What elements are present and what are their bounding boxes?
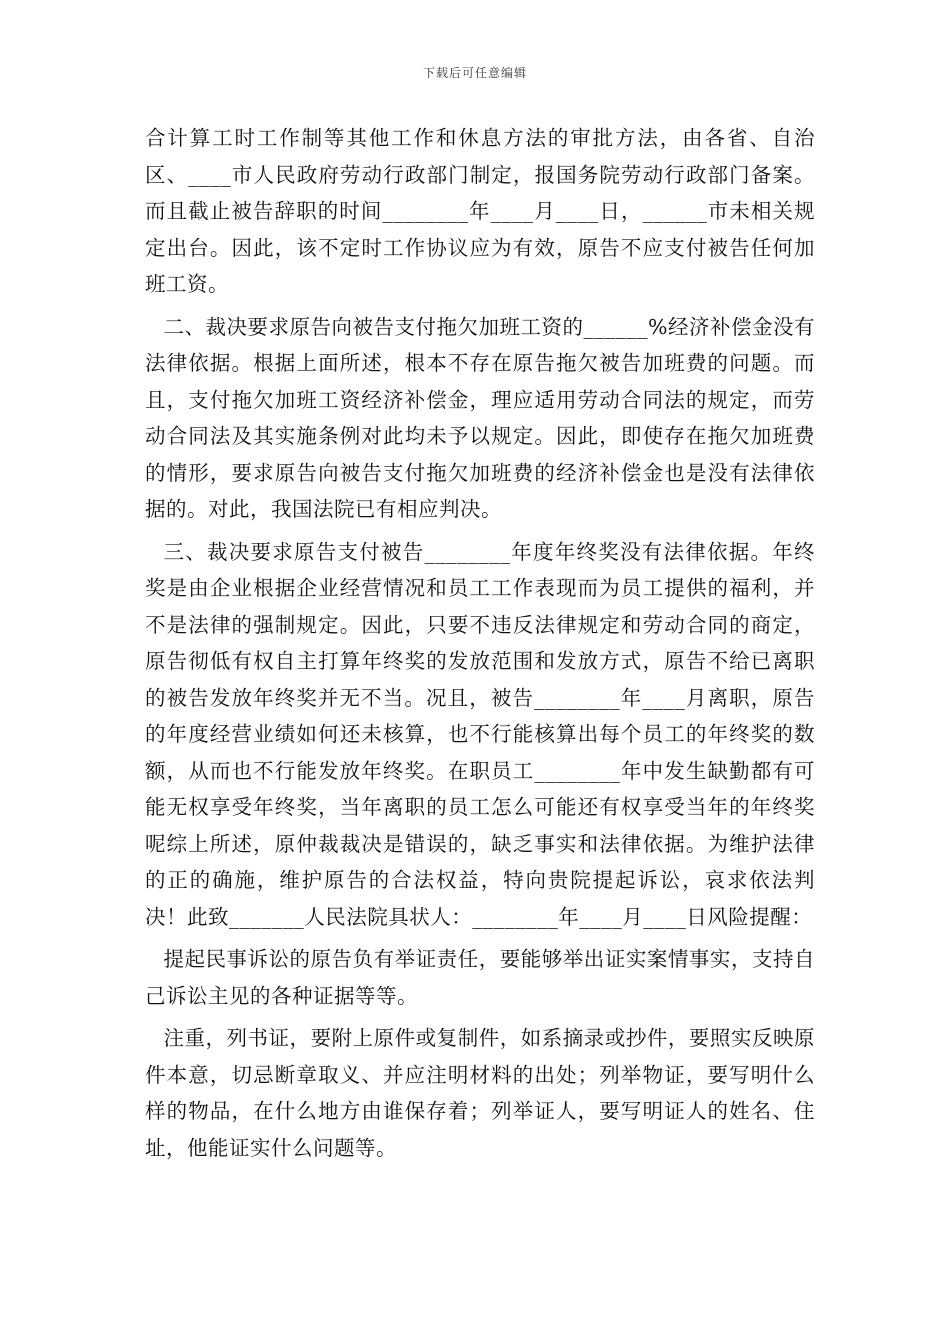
paragraph-5: 注重，列书证，要附上原件或复制件，如系摘录或抄件，要照实反映原件本意，切忌断章取义、并应注明材料的出处；列举物证，要写明什么样的物品，在什么地方由谁保存着；列举证人，要写明证人的姓名、住址，他能证实什么问题等。 bbox=[145, 1026, 815, 1160]
paragraph-2: 二、裁决要求原告向被告支付拖欠加班工资的______%经济补偿金没有法律依据。根据上面所述，根本不存在原告拖欠被告加班费的问题。而且，支付拖欠加班工资经济补偿金，理应适用劳动合同法的规定，而劳动合同法及其实施条例对此均未予以规定。因此，即使存在拖欠加班费的情形，要求原告向被告支付拖欠加班费的经济补偿金也是没有法律依据的。对此，我国法院已有相应判决。 bbox=[145, 314, 815, 521]
paragraph-3: 三、裁决要求原告支付被告________年度年终奖没有法律依据。年终奖是由企业根据企业经营情况和员工工作表现而为员工提供的福利，并不是法律的强制规定。因此，只要不违反法律规定和劳动合同的商定，原告彻低有权自主打算年终奖的发放范围和发放方式，原告不给已离职的被告发放年终奖并无不当。况且，被告________年____月离职，原告的年度经营业绩如何还未核算，也不行能核算出每个员工的年终奖的数额，从而也不行能发放年终奖。在职员工________年中发生缺勤都有可能无权享受年终奖，当年离职的员工怎么可能还有权享受当年的年终奖呢综上所述，原仲裁裁决是错误的，缺乏事实和法律依据。为维护法律的正的确施，维护原告的合法权益，特向贵院提起诉讼，哀求依法判决！此致_______人民法院具状人：________年____月____日风险提醒： bbox=[145, 539, 815, 929]
page-header: 下载后可任意编辑 bbox=[422, 66, 527, 80]
document-body bbox=[145, 120, 815, 1166]
paragraph-1: 合计算工时工作制等其他工作和休息方法的审批方法，由各省、自治区、____市人民政府劳动行政部门制定，报国务院劳动行政部门备案。而且截止被告辞职的时间________年____月____日，______市未相关规定出台。因此，该不定时工作协议应为有效，原告不应支付被告任何加班工资。 bbox=[145, 126, 815, 296]
paragraph-4: 提起民事诉讼的原告负有举证责任，要能够举出证实案情事实，支持自己诉讼主见的各种证据等等。 bbox=[145, 947, 815, 1008]
